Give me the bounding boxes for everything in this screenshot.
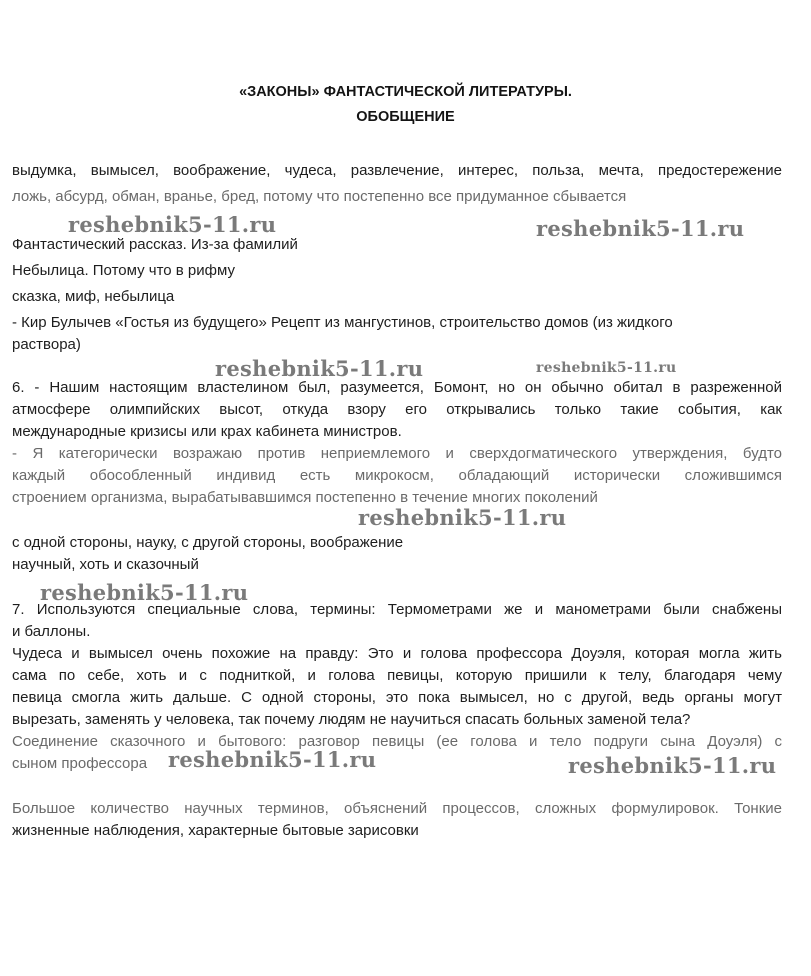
text-line: ложь, абсурд, обман, вранье, бред, потому что постепенно все придуманное сбывается [12,188,627,205]
text-line: Соединение сказочного и бытового: разговор певицы (ее голова и тело подруги сына Доуэля) с [12,733,782,750]
text-line: международные кризисы или крах кабинета министров. [12,423,402,440]
text-line: 7. Используются специальные слова, термины: Термометрами же и манометрами были снабжены [12,601,782,618]
document-title: «ЗАКОНЫ» ФАНТАСТИЧЕСКОЙ ЛИТЕРАТУРЫ. [239,84,572,100]
text-line: Небылица. Потому что в рифму [12,262,235,279]
text-line: атмосфере олимпийских высот, откуда взору его открывались только такие события, как [12,401,782,418]
text-line: выдумка, вымысел, воображение, чудеса, развлечение, интерес, польза, мечта, предостережение [12,162,782,179]
text-line: научный, хоть и сказочный [12,556,199,573]
text-line: сыном профессора [12,755,148,772]
text-line: Чудеса и вымысел очень похожие на правду: Это и голова профессора Доуэля, которая могла жить [12,645,782,662]
watermark: reshebnik5-11.ru [215,356,424,381]
text-line: и баллоны. [12,623,91,640]
text-line: каждый обособленный индивид есть микрокосм, обладающий исторически сложившимся [12,467,782,484]
text-line: Большое количество научных терминов, объяснений процессов, сложных формулировок. Тонкие [12,800,782,817]
text-line: раствора) [12,336,81,353]
watermark: reshebnik5-11.ru [536,360,677,376]
watermark: reshebnik5-11.ru [536,216,745,241]
text-line: вырезать, заменять у человека, так почему людям не научиться спасать больных заменой тела? [12,711,691,728]
text-line: сама по себе, хоть и с подниткой, и голова певицы, которую пришили к телу, благодаря чему [12,667,782,684]
watermark: reshebnik5-11.ru [568,753,777,778]
text-line: строением организма, вырабатывавшимся постепенно в течение многих поколений [12,489,598,506]
watermark: reshebnik5-11.ru [68,212,277,237]
text-line: - Я категорически возражаю против неприемлемого и сверхдогматического утверждения, будто [12,445,782,462]
text-line: Фантастический рассказ. Из-за фамилий [12,236,298,253]
text-line: жизненные наблюдения, характерные бытовые зарисовки [12,822,419,839]
document-subtitle: ОБОБЩЕНИЕ [356,109,455,125]
watermark: reshebnik5-11.ru [168,747,377,772]
text-line: с одной стороны, науку, с другой стороны, воображение [12,534,404,551]
text-line: - Кир Булычев «Гостья из будущего» Рецепт из мангустинов, строительство домов (из жидкого [12,314,673,331]
watermark: reshebnik5-11.ru [40,580,249,605]
text-line: 6. - Нашим настоящим властелином был, разумеется, Бомонт, но он обычно обитал в разреженной [12,379,782,396]
watermark: reshebnik5-11.ru [358,505,567,530]
text-line: сказка, миф, небылица [12,288,175,305]
text-line: певица смогла жить дальше. С одной стороны, это пока вымысел, но с другой, ведь органы могут [12,689,782,706]
